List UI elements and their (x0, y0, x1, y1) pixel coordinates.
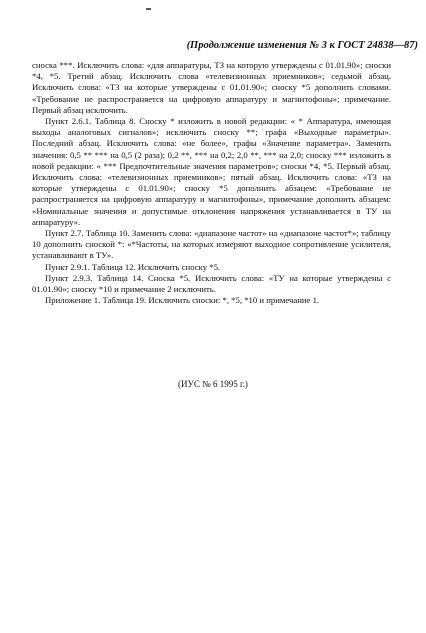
paragraph-item-2-9-1: Пункт 2.9.1. Таблица 12. Исключить сноску *5. (45, 261, 221, 272)
scan-speck (146, 8, 151, 10)
page-header: (Продолжение изменения № 3 к ГОСТ 24838—87) (186, 40, 418, 51)
paragraph-continuation: сноска ***. Исключить слова: «для аппаратуры, ТЗ на которую утверждены с 01.01.90»; сноски *4, *5. Третий абзац. Исключить слова «телевизионных приемников»; седьмой абзац. Исключить слова: «ТЗ на которые утверждены с 01.01.90»; сноску *5 дополнить словами. «Требование не распространяется на цифровую аппаратуру и магнитофоны»; примечание. Первый абзац исключить. (32, 60, 391, 115)
paragraph-item-2-6-1: Пункт 2.6.1. Таблица 8. Сноску * изложить в новой редакции: « * Аппаратура, имеющая выходы аналоговых сигналов»; исключить сноску **; графа «Выходные параметры». Последний абзац. Исключить слова: «не более», графы «Значение параметра». Заменить значения: 0,5 ** *** на 0,5 (2 раза); 0,2 **, *** на 0,2; 2,0 **, *** на 2,0; сноску *** изложить в новой редакции: « *** Предпочтительные значения параметров»; сноски *4, *5. Первый абзац. Исключить слова: «телевизионных приемников»; пятый абзац. Исключить слова: «ТЗ на которые утверждены с 01.01.90»; сноску *5 дополнить абзацем: «Требование не распространяется на цифровую аппаратуру и магнитофоны», примечание дополнить абзацем: «Номинальные значения и допустимые отклонения напряжения устанавливается в ТУ на аппаратуру». (32, 116, 391, 227)
paragraph-item-2-9-3: Пункт 2.9.3. Таблица 14. Сноска *5. Исключить слова: «ТУ на которые утверждены с 01.01.90»; сноску *10 и примечание 2 исключить. (32, 272, 391, 295)
paragraph-appendix-1: Приложение 1. Таблица 19. Исключить сноски: *, *5, *10 и примечание 1. (45, 295, 320, 306)
publication-note: (ИУС № 6 1995 г.) (178, 379, 248, 389)
paragraph-item-2-7: Пункт 2.7. Таблица 10. Заменить слова: «диапазоне частот» на «диапазоне частот*»; таблицу 10 дополнить сноской *: «*Частоты, на которых измеряют выходное сопротивление усилителя, устанавливают в ТУ». (32, 228, 391, 261)
amendment-body (32, 60, 391, 306)
